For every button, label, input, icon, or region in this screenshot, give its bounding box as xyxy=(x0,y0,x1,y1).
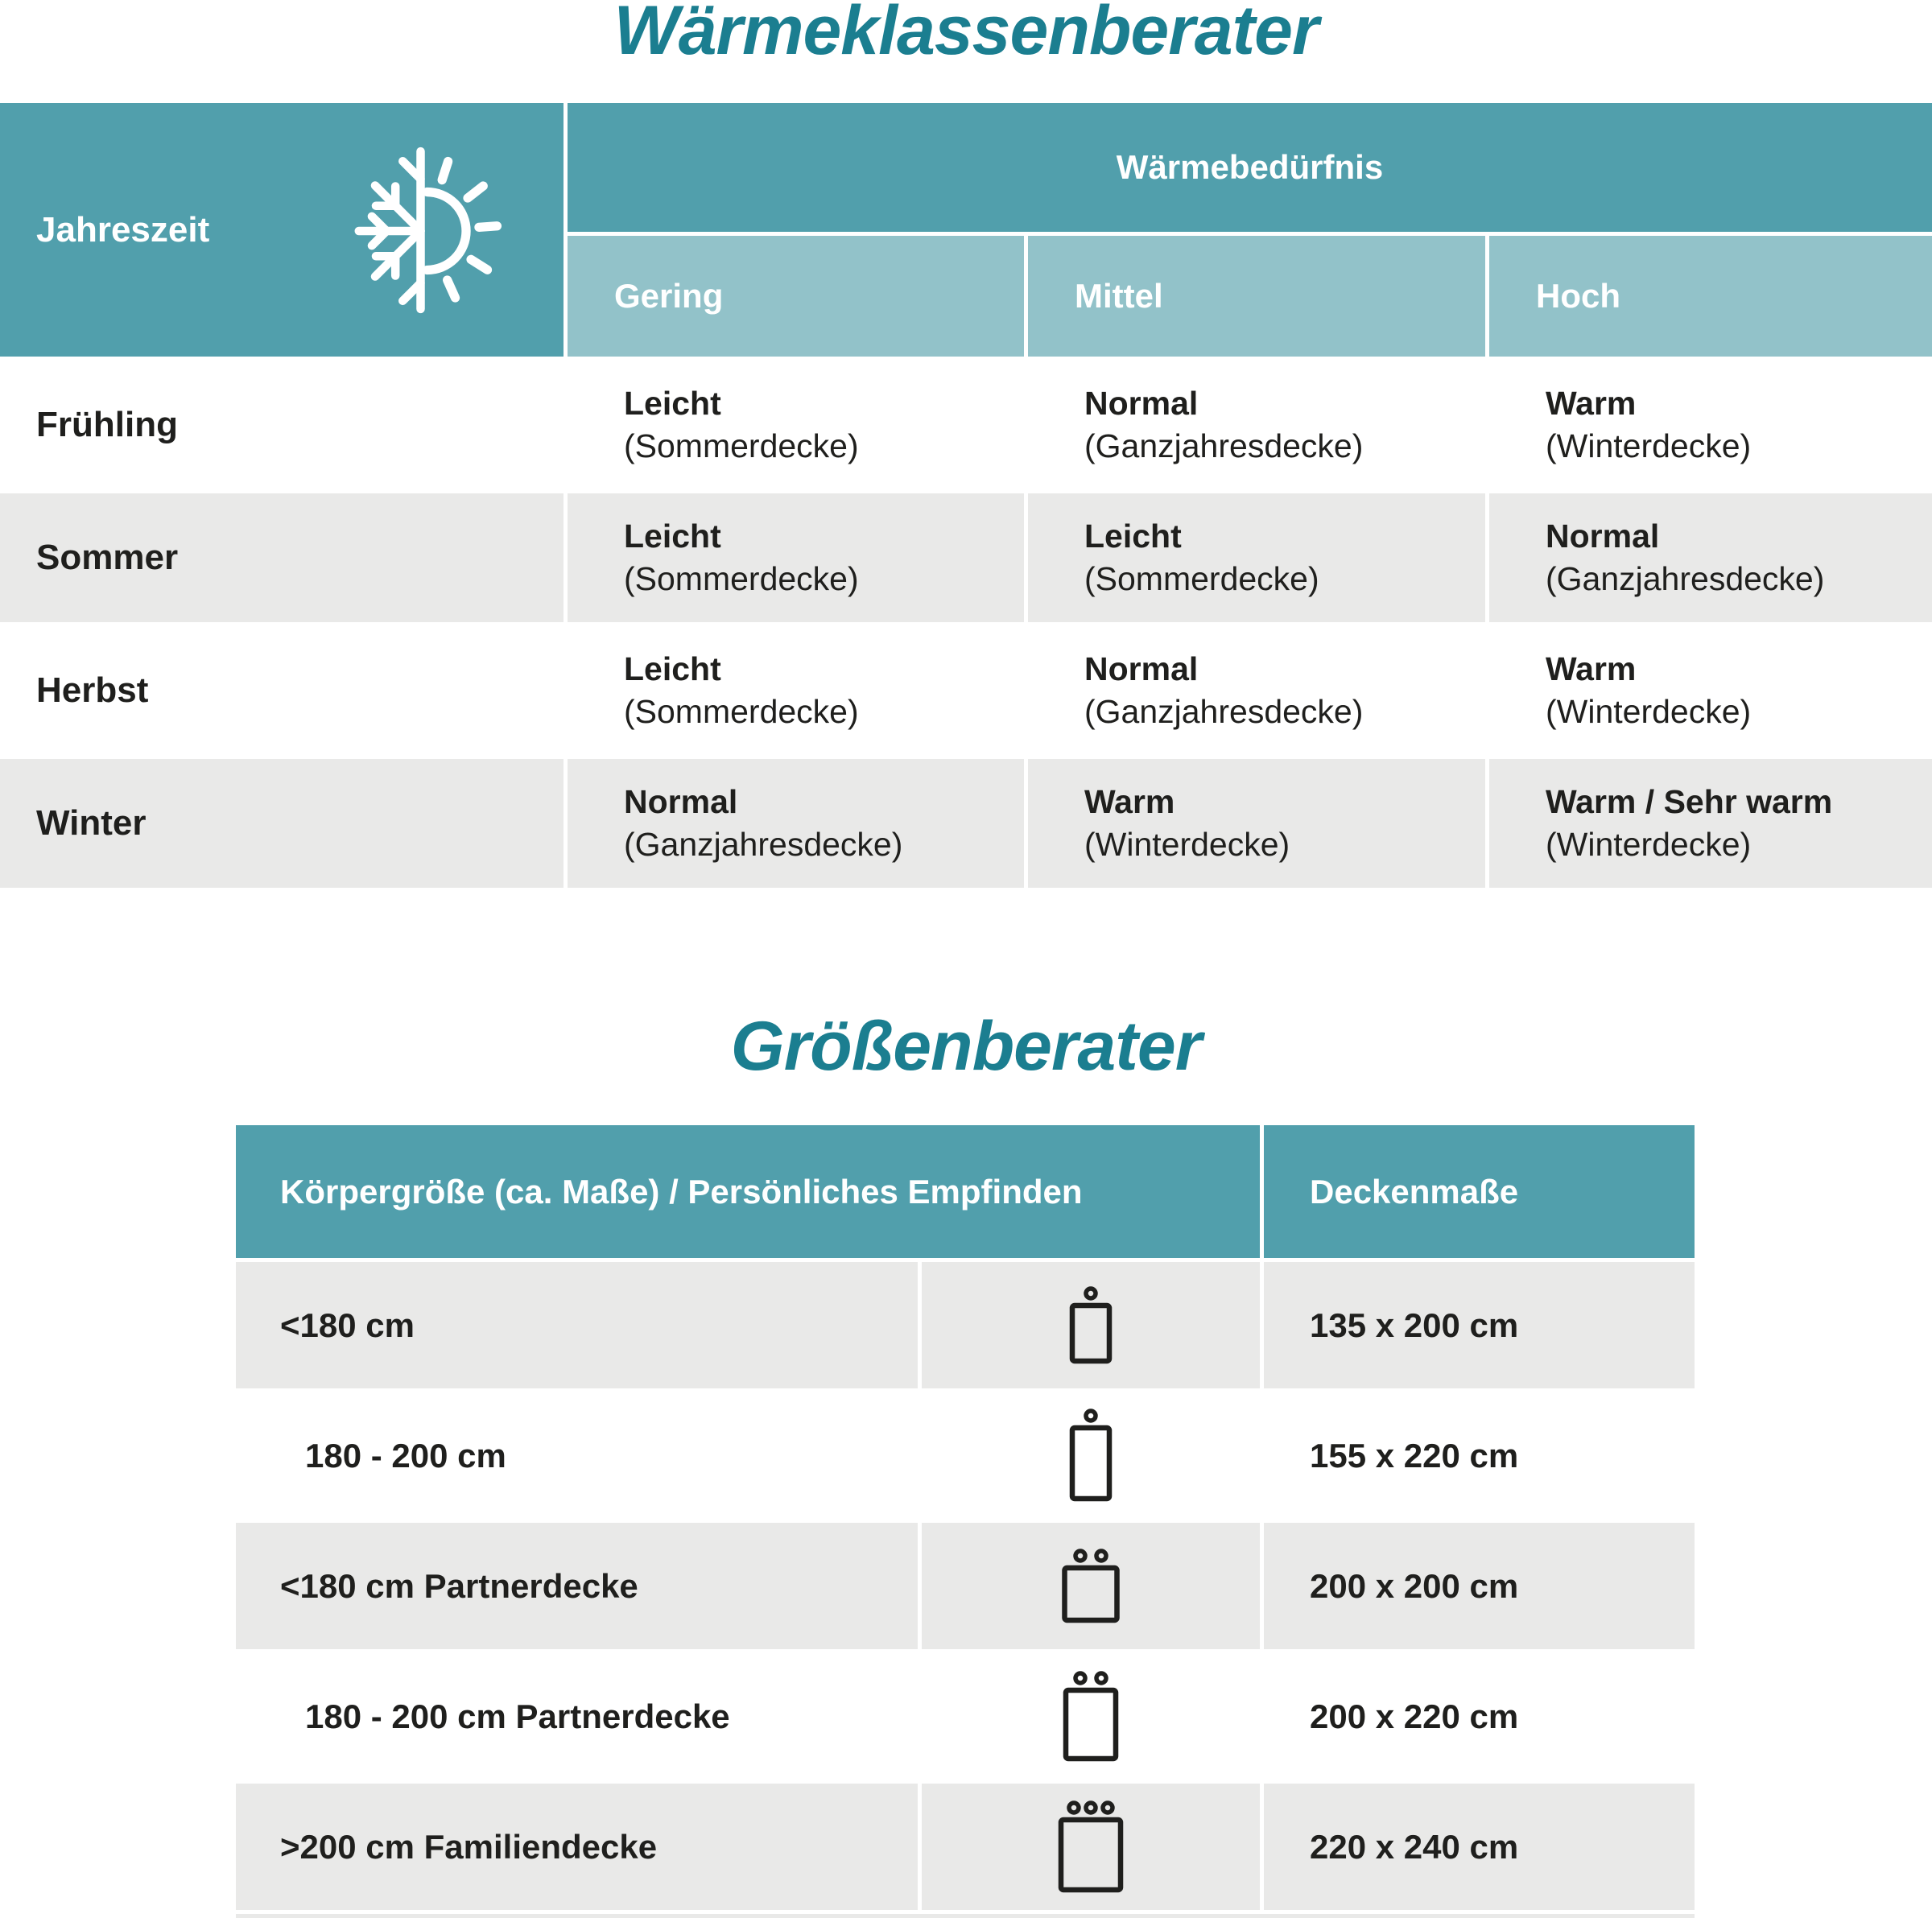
duvet-type: (Sommerdecke) xyxy=(624,427,859,464)
duvet-type: (Sommerdecke) xyxy=(624,560,859,597)
size-row-icon-cell xyxy=(922,1262,1260,1388)
level-header-hoch xyxy=(1489,236,1932,357)
warmth-cell xyxy=(568,361,1024,489)
person-double-short-icon xyxy=(1059,1548,1123,1624)
need-header-cell xyxy=(568,103,1932,232)
season-header-label: Jahreszeit xyxy=(36,209,210,250)
warmth-cell xyxy=(568,626,1024,755)
level-label: Gering xyxy=(614,277,724,315)
snowflake-sun-icon xyxy=(338,145,503,316)
season-label-fruehling xyxy=(0,361,564,489)
warmth-class: Normal xyxy=(624,783,738,820)
body-height-text: <180 cm Partnerdecke xyxy=(280,1566,638,1605)
warmth-cell xyxy=(1489,626,1932,755)
person-triple-icon xyxy=(1055,1800,1127,1895)
warmth-class: Leicht xyxy=(624,385,721,422)
body-height-header-cell xyxy=(236,1125,1260,1258)
warmth-class: Normal xyxy=(1546,518,1660,555)
level-header-gering xyxy=(568,236,1024,357)
body-height-text: <180 cm xyxy=(280,1305,415,1344)
season-label-herbst xyxy=(0,626,564,755)
warmth-cell xyxy=(1028,759,1485,888)
season-header-cell xyxy=(0,103,564,357)
size-row-icon-cell xyxy=(922,1784,1260,1910)
warmth-cell xyxy=(1028,493,1485,622)
duvet-size-cell xyxy=(1264,1653,1695,1780)
warmth-cell xyxy=(1028,626,1485,755)
warmth-cell xyxy=(1489,759,1932,888)
person-double-tall-icon xyxy=(1059,1670,1123,1763)
need-header-label: Wärmebedürfnis xyxy=(1116,148,1384,186)
body-height-text: 180 - 200 cm Partnerdecke xyxy=(305,1697,730,1735)
size-row-body-height xyxy=(236,1262,918,1388)
size-row-icon-cell xyxy=(922,1392,1260,1519)
size-row-icon-cell xyxy=(922,1653,1260,1780)
warmth-cell xyxy=(1489,493,1932,622)
body-height-text: >200 cm Familiendecke xyxy=(280,1827,658,1866)
warmth-class: Warm xyxy=(1084,783,1175,820)
warmth-class: Warm xyxy=(1546,650,1637,687)
season-label-winter xyxy=(0,759,564,888)
duvet-size-cell xyxy=(1264,1262,1695,1388)
duvet-type: (Ganzjahresdecke) xyxy=(1084,693,1364,730)
duvet-size-cell xyxy=(1264,1523,1695,1649)
duvet-type: (Ganzjahresdecke) xyxy=(624,826,903,863)
size-row-body-height xyxy=(236,1392,918,1519)
warmth-cell xyxy=(1489,361,1932,489)
warmth-class: Leicht xyxy=(624,650,721,687)
duvet-size-header-cell xyxy=(1264,1125,1695,1258)
season-text: Herbst xyxy=(36,670,149,710)
duvet-size-cell xyxy=(1264,1784,1695,1910)
warmth-class: Leicht xyxy=(1084,518,1182,555)
duvet-size-text: 200 x 220 cm xyxy=(1310,1697,1519,1735)
warmth-cell xyxy=(568,493,1024,622)
duvet-type: (Ganzjahresdecke) xyxy=(1546,560,1825,597)
duvet-type: (Sommerdecke) xyxy=(624,693,859,730)
warmth-class: Leicht xyxy=(624,518,721,555)
duvet-size-cell xyxy=(1264,1392,1695,1519)
duvet-type: (Sommerdecke) xyxy=(1084,560,1319,597)
body-height-header-label: Körpergröße (ca. Maße) / Persönliches Empfinden xyxy=(280,1172,1083,1211)
level-label: Mittel xyxy=(1075,277,1163,315)
duvet-size-text: 155 x 220 cm xyxy=(1310,1436,1519,1475)
warmth-cell xyxy=(568,759,1024,888)
duvet-type: (Winterdecke) xyxy=(1546,427,1752,464)
size-section-title: Größenberater xyxy=(730,1008,1202,1085)
page-title: Wärmeklassenberater xyxy=(613,0,1319,69)
duvet-type: (Winterdecke) xyxy=(1546,826,1752,863)
season-text: Frühling xyxy=(36,405,178,444)
duvet-type: (Winterdecke) xyxy=(1084,826,1290,863)
duvet-size-text: 200 x 200 cm xyxy=(1310,1566,1519,1605)
duvet-type: (Ganzjahresdecke) xyxy=(1084,427,1364,464)
size-row-body-height xyxy=(236,1784,918,1910)
size-row-body-height xyxy=(236,1653,918,1780)
season-label-sommer xyxy=(0,493,564,622)
duvet-size-header-label: Deckenmaße xyxy=(1310,1172,1519,1211)
warmth-class: Normal xyxy=(1084,650,1199,687)
body-height-text: 180 - 200 cm xyxy=(305,1436,506,1475)
person-single-short-icon xyxy=(1067,1285,1115,1366)
warmth-class: Warm / Sehr warm xyxy=(1546,783,1833,820)
warmth-cell xyxy=(1028,361,1485,489)
season-text: Winter xyxy=(36,803,147,843)
person-single-tall-icon xyxy=(1067,1408,1115,1503)
warmth-table xyxy=(0,103,1932,888)
level-label: Hoch xyxy=(1536,277,1620,315)
duvet-size-text: 135 x 200 cm xyxy=(1310,1305,1519,1344)
cropped-next-row-sliver xyxy=(236,1914,1695,1918)
warmth-class: Warm xyxy=(1546,385,1637,422)
warmth-class: Normal xyxy=(1084,385,1199,422)
size-table xyxy=(236,1125,1695,1910)
level-header-mittel xyxy=(1028,236,1485,357)
duvet-size-text: 220 x 240 cm xyxy=(1310,1827,1519,1866)
size-row-icon-cell xyxy=(922,1523,1260,1649)
duvet-type: (Winterdecke) xyxy=(1546,693,1752,730)
season-text: Sommer xyxy=(36,538,179,577)
size-row-body-height xyxy=(236,1523,918,1649)
